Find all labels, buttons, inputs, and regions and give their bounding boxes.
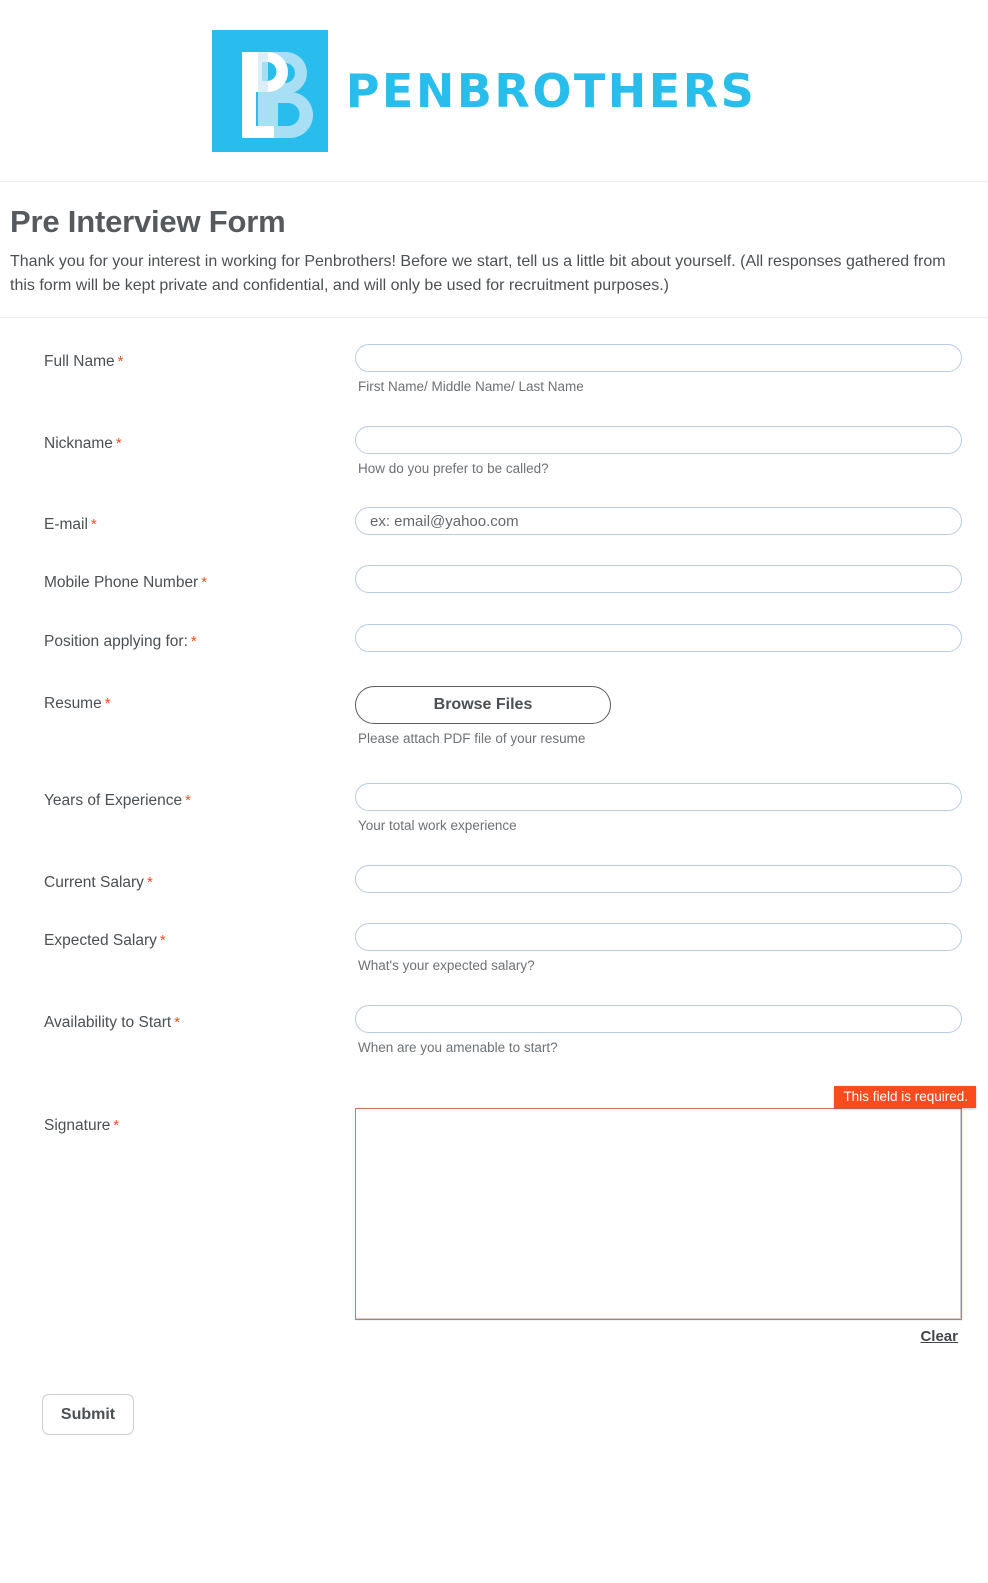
signature-pad[interactable]	[355, 1108, 962, 1320]
required-asterisk: *	[117, 353, 124, 371]
required-asterisk: *	[104, 694, 111, 712]
label-text: Full Name	[44, 353, 115, 371]
form-body	[0, 318, 988, 1346]
control-resume	[355, 686, 974, 748]
label-expected-salary	[10, 923, 355, 951]
field-row-full-name	[10, 344, 974, 396]
label-current-salary	[10, 865, 355, 893]
field-row-years-experience	[10, 783, 974, 835]
field-row-current-salary	[10, 865, 974, 893]
hint-nickname: How do you prefer to be called?	[358, 460, 549, 476]
control-email	[355, 507, 974, 535]
required-asterisk: *	[185, 792, 191, 810]
signature-error-line	[355, 1086, 968, 1108]
current-salary-input[interactable]	[355, 865, 962, 893]
brand-header	[0, 0, 988, 182]
position-input[interactable]	[355, 624, 962, 652]
expected-salary-input[interactable]	[355, 923, 962, 951]
clear-signature-link[interactable]: Clear	[920, 1328, 958, 1346]
field-row-resume	[10, 686, 974, 748]
logo-lockup	[212, 30, 757, 152]
required-asterisk: *	[113, 1117, 120, 1135]
signature-clear-wrap	[355, 1328, 962, 1346]
label-text: Expected Salary	[44, 931, 157, 949]
page-title: Pre Interview Form	[10, 204, 286, 239]
required-asterisk: *	[174, 1013, 181, 1031]
label-text: Resume	[44, 694, 102, 712]
label-email	[10, 507, 355, 535]
required-asterisk: *	[146, 873, 153, 891]
field-row-availability	[10, 1005, 974, 1057]
label-resume	[10, 686, 355, 714]
required-asterisk: *	[115, 434, 122, 452]
control-years-experience	[355, 783, 974, 835]
label-text: Availability to Start	[44, 1013, 172, 1031]
form-footer	[0, 1346, 988, 1465]
field-row-nickname	[10, 426, 974, 478]
field-row-email	[10, 507, 974, 535]
full-name-input[interactable]	[355, 344, 962, 372]
field-row-signature	[10, 1086, 974, 1346]
label-text: Mobile Phone Number	[44, 574, 199, 592]
hint-expected-salary: What's your expected salary?	[358, 957, 535, 973]
label-years-experience	[10, 783, 355, 811]
hint-full-name: First Name/ Middle Name/ Last Name	[358, 379, 584, 395]
hint-availability: When are you amenable to start?	[358, 1039, 558, 1055]
field-row-expected-salary	[10, 923, 974, 975]
control-expected-salary	[355, 923, 974, 975]
label-text: Signature	[44, 1117, 111, 1135]
browse-files-button[interactable]: Browse Files	[355, 686, 611, 724]
label-nickname	[10, 426, 355, 454]
brand-wordmark: PENBROTHERS	[345, 63, 757, 118]
label-text: E-mail	[44, 516, 88, 534]
label-text: Years of Experience	[44, 792, 183, 810]
label-availability	[10, 1005, 355, 1033]
control-signature	[355, 1086, 974, 1346]
required-asterisk: *	[90, 516, 97, 534]
control-full-name	[355, 344, 974, 396]
label-position	[10, 624, 355, 652]
control-current-salary	[355, 865, 974, 893]
field-row-position	[10, 624, 974, 652]
control-availability	[355, 1005, 974, 1057]
control-position	[355, 624, 974, 652]
control-nickname	[355, 426, 974, 478]
hint-years-experience: Your total work experience	[358, 818, 517, 834]
label-signature	[10, 1086, 355, 1136]
availability-input[interactable]	[355, 1005, 962, 1033]
control-mobile-phone	[355, 565, 974, 593]
label-text: Current Salary	[44, 873, 144, 891]
form-description: Thank you for your interest in working for Penbrothers! Before we start, tell us a little bit about yourself. (All responses gathered from this form will be kept private and confidential, and will only be used for recruitment purposes.)	[10, 252, 946, 295]
years-experience-input[interactable]	[355, 783, 962, 811]
required-asterisk: *	[201, 574, 208, 592]
field-row-mobile-phone	[10, 565, 974, 593]
required-asterisk: *	[159, 931, 166, 949]
email-input[interactable]	[355, 507, 962, 535]
hint-resume: Please attach PDF file of your resume	[358, 730, 586, 746]
submit-button[interactable]: Submit	[42, 1394, 134, 1435]
form-heading-block	[0, 182, 988, 318]
label-full-name	[10, 344, 355, 372]
required-asterisk: *	[190, 632, 197, 650]
status-badge: This field is required.	[834, 1086, 976, 1108]
label-text: Nickname	[44, 434, 113, 452]
label-text: Position applying for:	[44, 632, 188, 650]
label-mobile-phone	[10, 565, 355, 593]
nickname-input[interactable]	[355, 426, 962, 454]
mobile-phone-input[interactable]	[355, 565, 962, 593]
penbrothers-pb-monogram-icon	[212, 30, 328, 152]
